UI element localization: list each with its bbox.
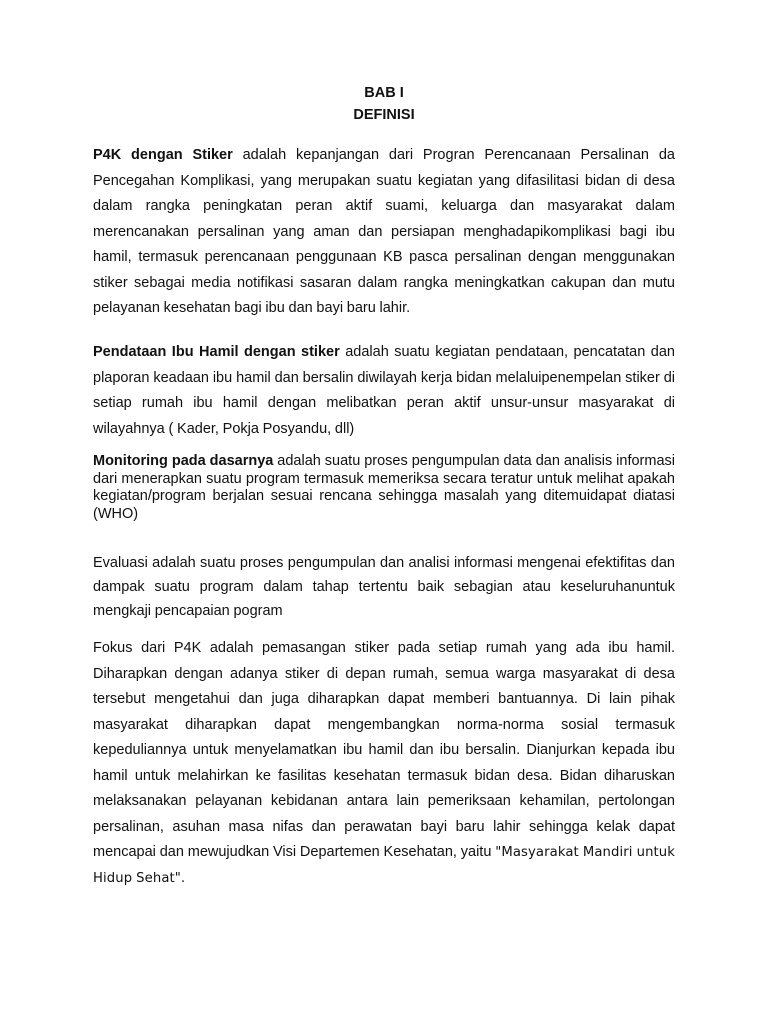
chapter-title: DEFINISI <box>353 107 415 123</box>
paragraph-fokus-p4k <box>93 636 675 891</box>
paragraph-p4k-definition <box>93 143 675 322</box>
vision-quote: "Masyarakat Mandiri untuk Hidup Sehat". <box>93 845 675 886</box>
term-pendataan: Pendataan Ibu Hamil dengan stiker <box>93 344 340 360</box>
chapter-number: BAB I <box>364 85 404 101</box>
term-monitoring: Monitoring pada dasarnya <box>93 453 274 469</box>
paragraph-monitoring-definition <box>93 453 675 523</box>
definition-monitoring-text: adalah suatu proses pengumpulan data dan analisis informasi dari menerapkan suatu program termasuk memeriksa secara teratur untuk melihat apakah kegiatan/program berjalan sesuai rencana sehingga masalah yang ditemuidapat diatasi (WHO) <box>93 453 675 522</box>
definition-evaluasi-text: Evaluasi adalah suatu proses pengumpulan dan analisi informasi mengenai efektifitas dan dampak suatu program dalam tahap tertentu baik sebagian atau keseluruhanuntuk mengkaji pencapaian pogram <box>93 555 675 619</box>
definition-p4k-text: adalah kepanjangan dari Progran Perencanaan Persalinan da Pencegahan Komplikasi, yang merupakan suatu kegiatan yang difasilitasi bidan di desa dalam rangka peningkatan peran aktif suami, keluarga dan masyarakat dalam merencanakan persalinan yang aman dan persiapan menghadapikomplikasi bagi ibu hamil, termasuk perencanaan penggunaan KB pasca persalinan dengan menggunakan stiker sebagai media notifikasi sasaran dalam rangka meningkatkan cakupan dan mutu pelayanan kesehatan bagi ibu dan bayi baru lahir. <box>93 147 675 316</box>
definition-pendataan-text: adalah suatu kegiatan pendataan, pencatatan dan plaporan keadaan ibu hamil dan bersalin diwilayah kerja bidan melaluipenempelan stiker di setiap rumah ibu hamil dengan melibatkan peran aktif unsur-unsur masyarakat di wilayahnya ( Kader, Pokja Posyandu, dll) <box>93 344 675 437</box>
paragraph-evaluasi-definition <box>93 551 675 623</box>
term-p4k: P4K dengan Stiker <box>93 147 233 163</box>
paragraph-pendataan-definition <box>93 340 675 442</box>
fokus-text: Fokus dari P4K adalah pemasangan stiker pada setiap rumah yang ada ibu hamil. Diharapkan dengan adanya stiker di depan rumah, semua warga masyarakat di desa tersebut mengetahui dan juga diharapkan dapat memberi bantuannya. Di lain pihak masyarakat diharapkan dapat mengembangkan norma-norma sosial termasuk kepeduliannya untuk menyelamatkan ibu hamil dan ibu bersalin. Dianjurkan kepada ibu hamil untuk melahirkan ke fasilitas kesehatan termasuk bidan desa. Bidan diharuskan melaksanakan pelayanan kebidanan antara lain pemeriksaan kehamilan, pertolongan persalinan, asuhan masa nifas dan perawatan bayi baru lahir sehingga kelak dapat mencapai dan mewujudkan Visi Departemen Kesehatan, yaitu <box>93 640 675 860</box>
